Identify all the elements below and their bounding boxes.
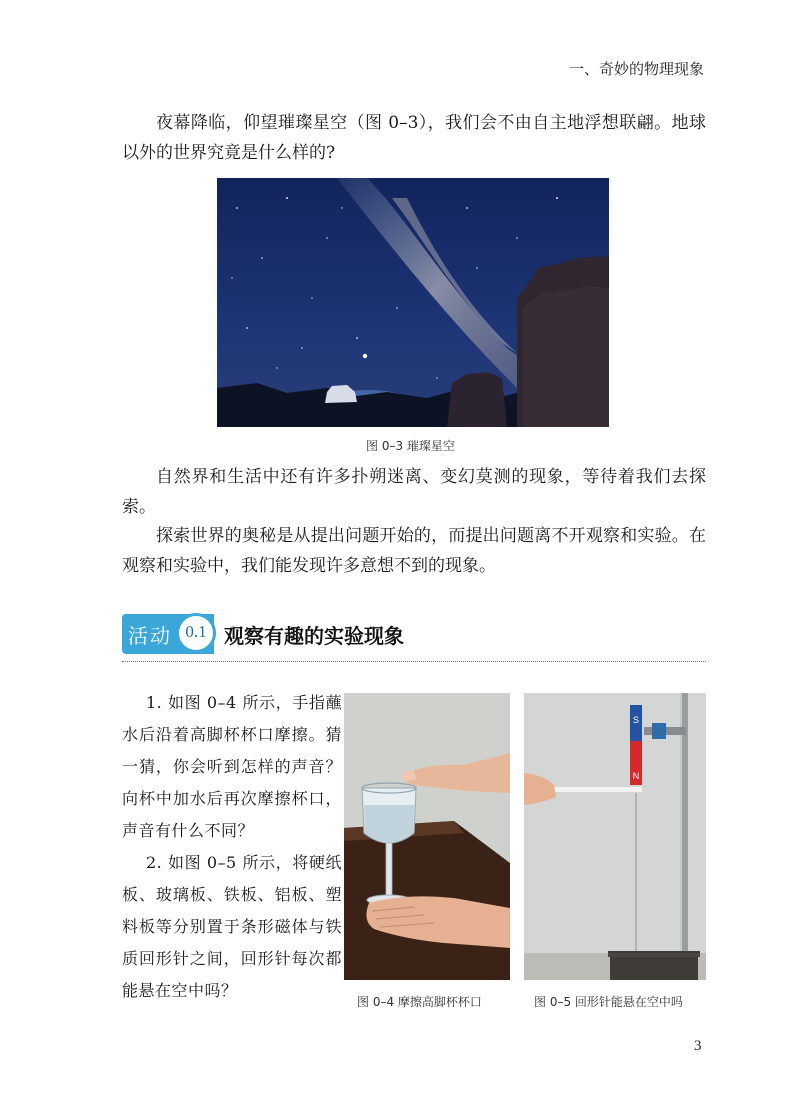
wine-glass-photo	[344, 693, 510, 980]
activity-item-1: 1. 如图 0–4 所示，手指蘸水后沿着高脚杯杯口摩擦。猜一猜，你会听到怎样的声音？向杯中加水后再次摩擦杯口，声音有什么不同？	[122, 693, 342, 840]
paragraph-intro: 夜幕降临，仰望璀璨星空（图 0–3），我们会不由自主地浮想联翩。地球以外的世界究竟是什么样的?	[122, 113, 706, 163]
figure-0-3-caption: 图 0–3 璀璨星空	[366, 439, 455, 453]
magnet-clip-photo	[524, 693, 706, 980]
wine-glass-illustration	[344, 693, 510, 980]
figure-0-5-caption: 图 0–5 回形针能悬在空中吗	[534, 995, 683, 1009]
magnet-stand-illustration	[524, 693, 706, 980]
magnet-north-label: N	[632, 771, 640, 781]
paragraph-questions: 探索世界的奥秘是从提出问题开始的，而提出问题离不开观察和实验。在观察和实验中，我们能发现许多意想不到的现象。	[122, 526, 706, 576]
figure-0-4-caption: 图 0–4 摩擦高脚杯杯口	[357, 995, 482, 1009]
activity-title: 观察有趣的实验现象	[224, 624, 404, 648]
page-number: 3	[694, 1038, 702, 1054]
running-title: 一、奇妙的物理现象	[568, 60, 704, 78]
section-divider	[122, 661, 706, 662]
paragraph-explore: 自然界和生活中还有许多扑朔迷离、变幻莫测的现象，等待着我们去探索。	[122, 467, 706, 517]
activity-label: 活动	[128, 624, 172, 648]
activity-item-2: 2. 如图 0–5 所示，将硬纸板、玻璃板、铁板、铝板、塑料板等分别置于条形磁体与铁质回形针之间，回形针每次都能悬在空中吗？	[122, 853, 342, 1000]
starry-sky-photo	[217, 178, 609, 427]
starry-sky-illustration	[217, 178, 609, 427]
magnet-south-label: S	[632, 715, 640, 725]
activity-instructions	[122, 687, 342, 1007]
activity-number: 0.1	[185, 622, 207, 641]
